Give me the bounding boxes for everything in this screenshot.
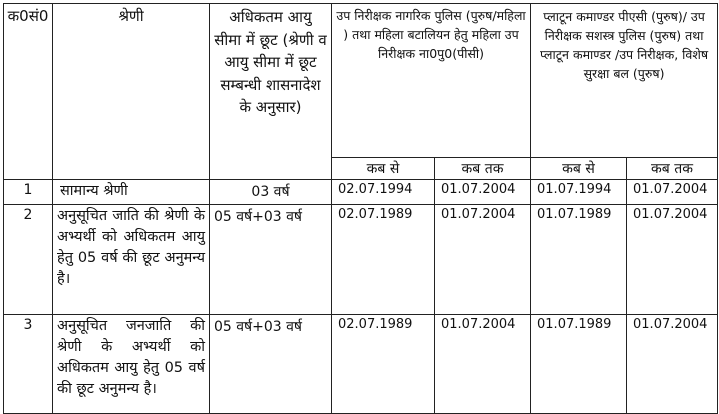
platoon-post-header: प्लाटून कमाण्डर पीएसी (पुरुष)/ उप निरीक्षक सशस्त्र पुलिस (पुरुष) तथा प्लाटून कमाण्डर /उप निरीक्षक, विशेष सुरक्षा बल (पुरुष) [531, 4, 718, 158]
category-cell: सामान्य श्रेणी [53, 180, 210, 205]
police-to-cell: 01.07.2004 [435, 315, 531, 414]
police-from-cell: 02.07.1994 [332, 180, 435, 205]
category-cell: अनुसूचित जाति की श्रेणी के अभ्यर्थी को अधिकतम आयु हेतु 05 वर्ष की छूट अनुमन्य है। [53, 205, 210, 315]
age-relaxation-cell: 05 वर्ष+03 वर्ष [210, 315, 332, 414]
police-from-header: कब से [332, 158, 435, 180]
police-from-cell: 02.07.1989 [332, 205, 435, 315]
police-to-cell: 01.07.2004 [435, 180, 531, 205]
platoon-from-cell: 01.07.1989 [531, 205, 627, 315]
platoon-from-header: कब से [531, 158, 627, 180]
age-relaxation-cell: 05 वर्ष+03 वर्ष [210, 205, 332, 315]
serial-cell: 1 [4, 180, 53, 205]
age-relaxation-table [3, 3, 718, 414]
police-to-cell: 01.07.2004 [435, 205, 531, 315]
category-cell: अनुसूचित जनजाति की श्रेणी के अभ्यर्थी को अधिकतम आयु हेतु 05 वर्ष की छूट अनुमन्य है। [53, 315, 210, 414]
serial-cell: 2 [4, 205, 53, 315]
table-row [4, 315, 718, 414]
table-row [4, 180, 718, 205]
platoon-to-cell: 01.07.2004 [627, 315, 718, 414]
category-header: श्रेणी [53, 4, 210, 180]
table-row [4, 205, 718, 315]
serial-header: क0सं0 [4, 4, 53, 180]
police-to-header: कब तक [435, 158, 531, 180]
police-post-header: उप निरीक्षक नागरिक पुलिस (पुरुष/महिला ) तथा महिला बटालियन हेतु महिला उप निरीक्षक ना0पु0(पीसी) [332, 4, 531, 158]
platoon-to-header: कब तक [627, 158, 718, 180]
platoon-from-cell: 01.07.1994 [531, 180, 627, 205]
age-relaxation-cell: 03 वर्ष [210, 180, 332, 205]
header-row [4, 4, 718, 158]
platoon-to-cell: 01.07.2004 [627, 205, 718, 315]
serial-cell: 3 [4, 315, 53, 414]
platoon-from-cell: 01.07.1989 [531, 315, 627, 414]
platoon-to-cell: 01.07.2004 [627, 180, 718, 205]
age-relaxation-header: अधिकतम आयु सीमा में छूट (श्रेणी व आयु सीमा में छूट सम्बन्धी शासनादेश के अनुसार) [210, 4, 332, 180]
police-from-cell: 02.07.1989 [332, 315, 435, 414]
